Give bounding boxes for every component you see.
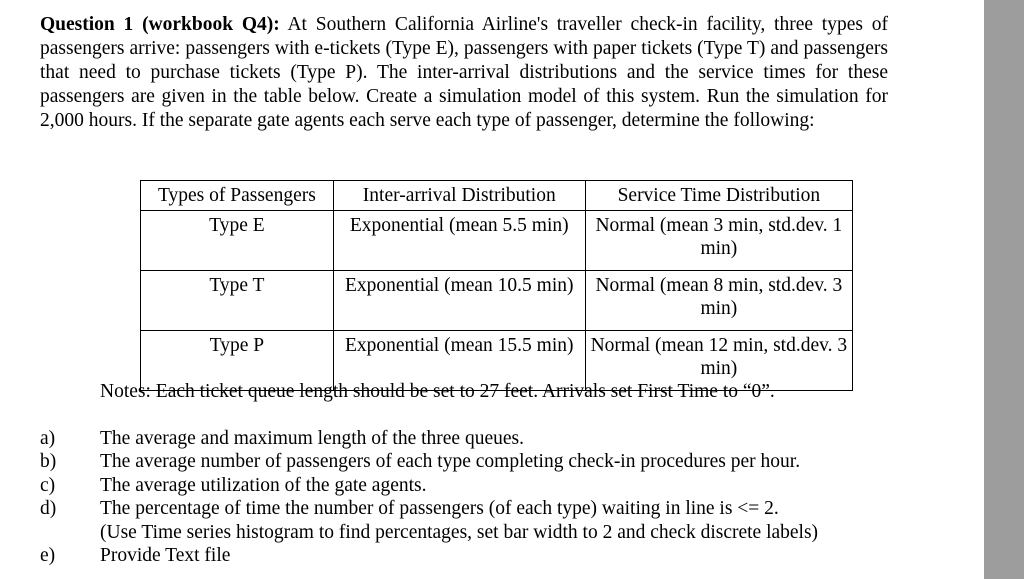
item-marker: d) — [40, 498, 57, 520]
passenger-table — [140, 180, 853, 391]
list-item-continuation — [40, 521, 890, 544]
table-cell: Exponential (mean 10.5 min) — [333, 271, 585, 331]
column-header: Service Time Distribution — [585, 181, 852, 211]
question-block — [40, 13, 888, 133]
question-paragraph — [40, 13, 888, 133]
item-marker: b) — [40, 451, 57, 473]
table-cell: Type T — [141, 271, 334, 331]
table-row — [141, 271, 853, 331]
item-text: The average and maximum length of the three queues. — [100, 428, 524, 449]
item-text: The percentage of time the number of passengers (of each type) waiting in line is <= 2. — [100, 498, 779, 520]
task-list — [40, 427, 890, 567]
item-text: Provide Text file — [100, 545, 231, 567]
table-cell: Normal (mean 8 min, std.dev. 3 min) — [585, 271, 852, 331]
question-text: At Southern California Airline's traveller check-in facility, three types of passengers arrive: passengers with e-tickets (Type E), passengers with paper tickets (Type T) and passengers that need to purchase tickets (Type P). The inter-arrival distributions and the service times for these passengers are given in the table below. Create a simulation model of this system. Run the simulation for 2,000 hours. If the separate gate agents each serve each type of passenger, determine the following: — [40, 14, 888, 131]
list-item — [40, 474, 890, 497]
table-cell: Type E — [141, 211, 334, 271]
table-row — [141, 211, 853, 271]
column-header: Inter-arrival Distribution — [333, 181, 585, 211]
list-item — [40, 497, 890, 520]
table-cell: Normal (mean 12 min, std.dev. 3 min) — [585, 331, 852, 391]
notes-text: Notes: Each ticket queue length should be set to 27 feet. Arrivals set First Time to “0”. — [100, 381, 775, 402]
item-marker: e) — [40, 545, 56, 567]
list-item — [40, 427, 890, 450]
table-cell: Exponential (mean 5.5 min) — [333, 211, 585, 271]
table-cell: Normal (mean 3 min, std.dev. 1 min) — [585, 211, 852, 271]
column-header: Types of Passengers — [141, 181, 334, 211]
item-text: The average utilization of the gate agents. — [100, 474, 427, 496]
scrollbar[interactable] — [984, 0, 1024, 579]
table-cell: Type P — [141, 331, 334, 391]
item-marker: a) — [40, 428, 56, 449]
item-text: (Use Time series histogram to find percentages, set bar width to 2 and check discrete labels) — [100, 521, 819, 543]
table-cell: Exponential (mean 15.5 min) — [333, 331, 585, 391]
item-marker: c) — [40, 474, 56, 496]
question-label: Question 1 (workbook Q4): — [40, 14, 280, 35]
list-item — [40, 544, 890, 567]
list-item — [40, 450, 890, 473]
table-header-row — [141, 181, 853, 211]
item-text: The average number of passengers of each type completing check-in procedures per hour. — [100, 451, 801, 473]
